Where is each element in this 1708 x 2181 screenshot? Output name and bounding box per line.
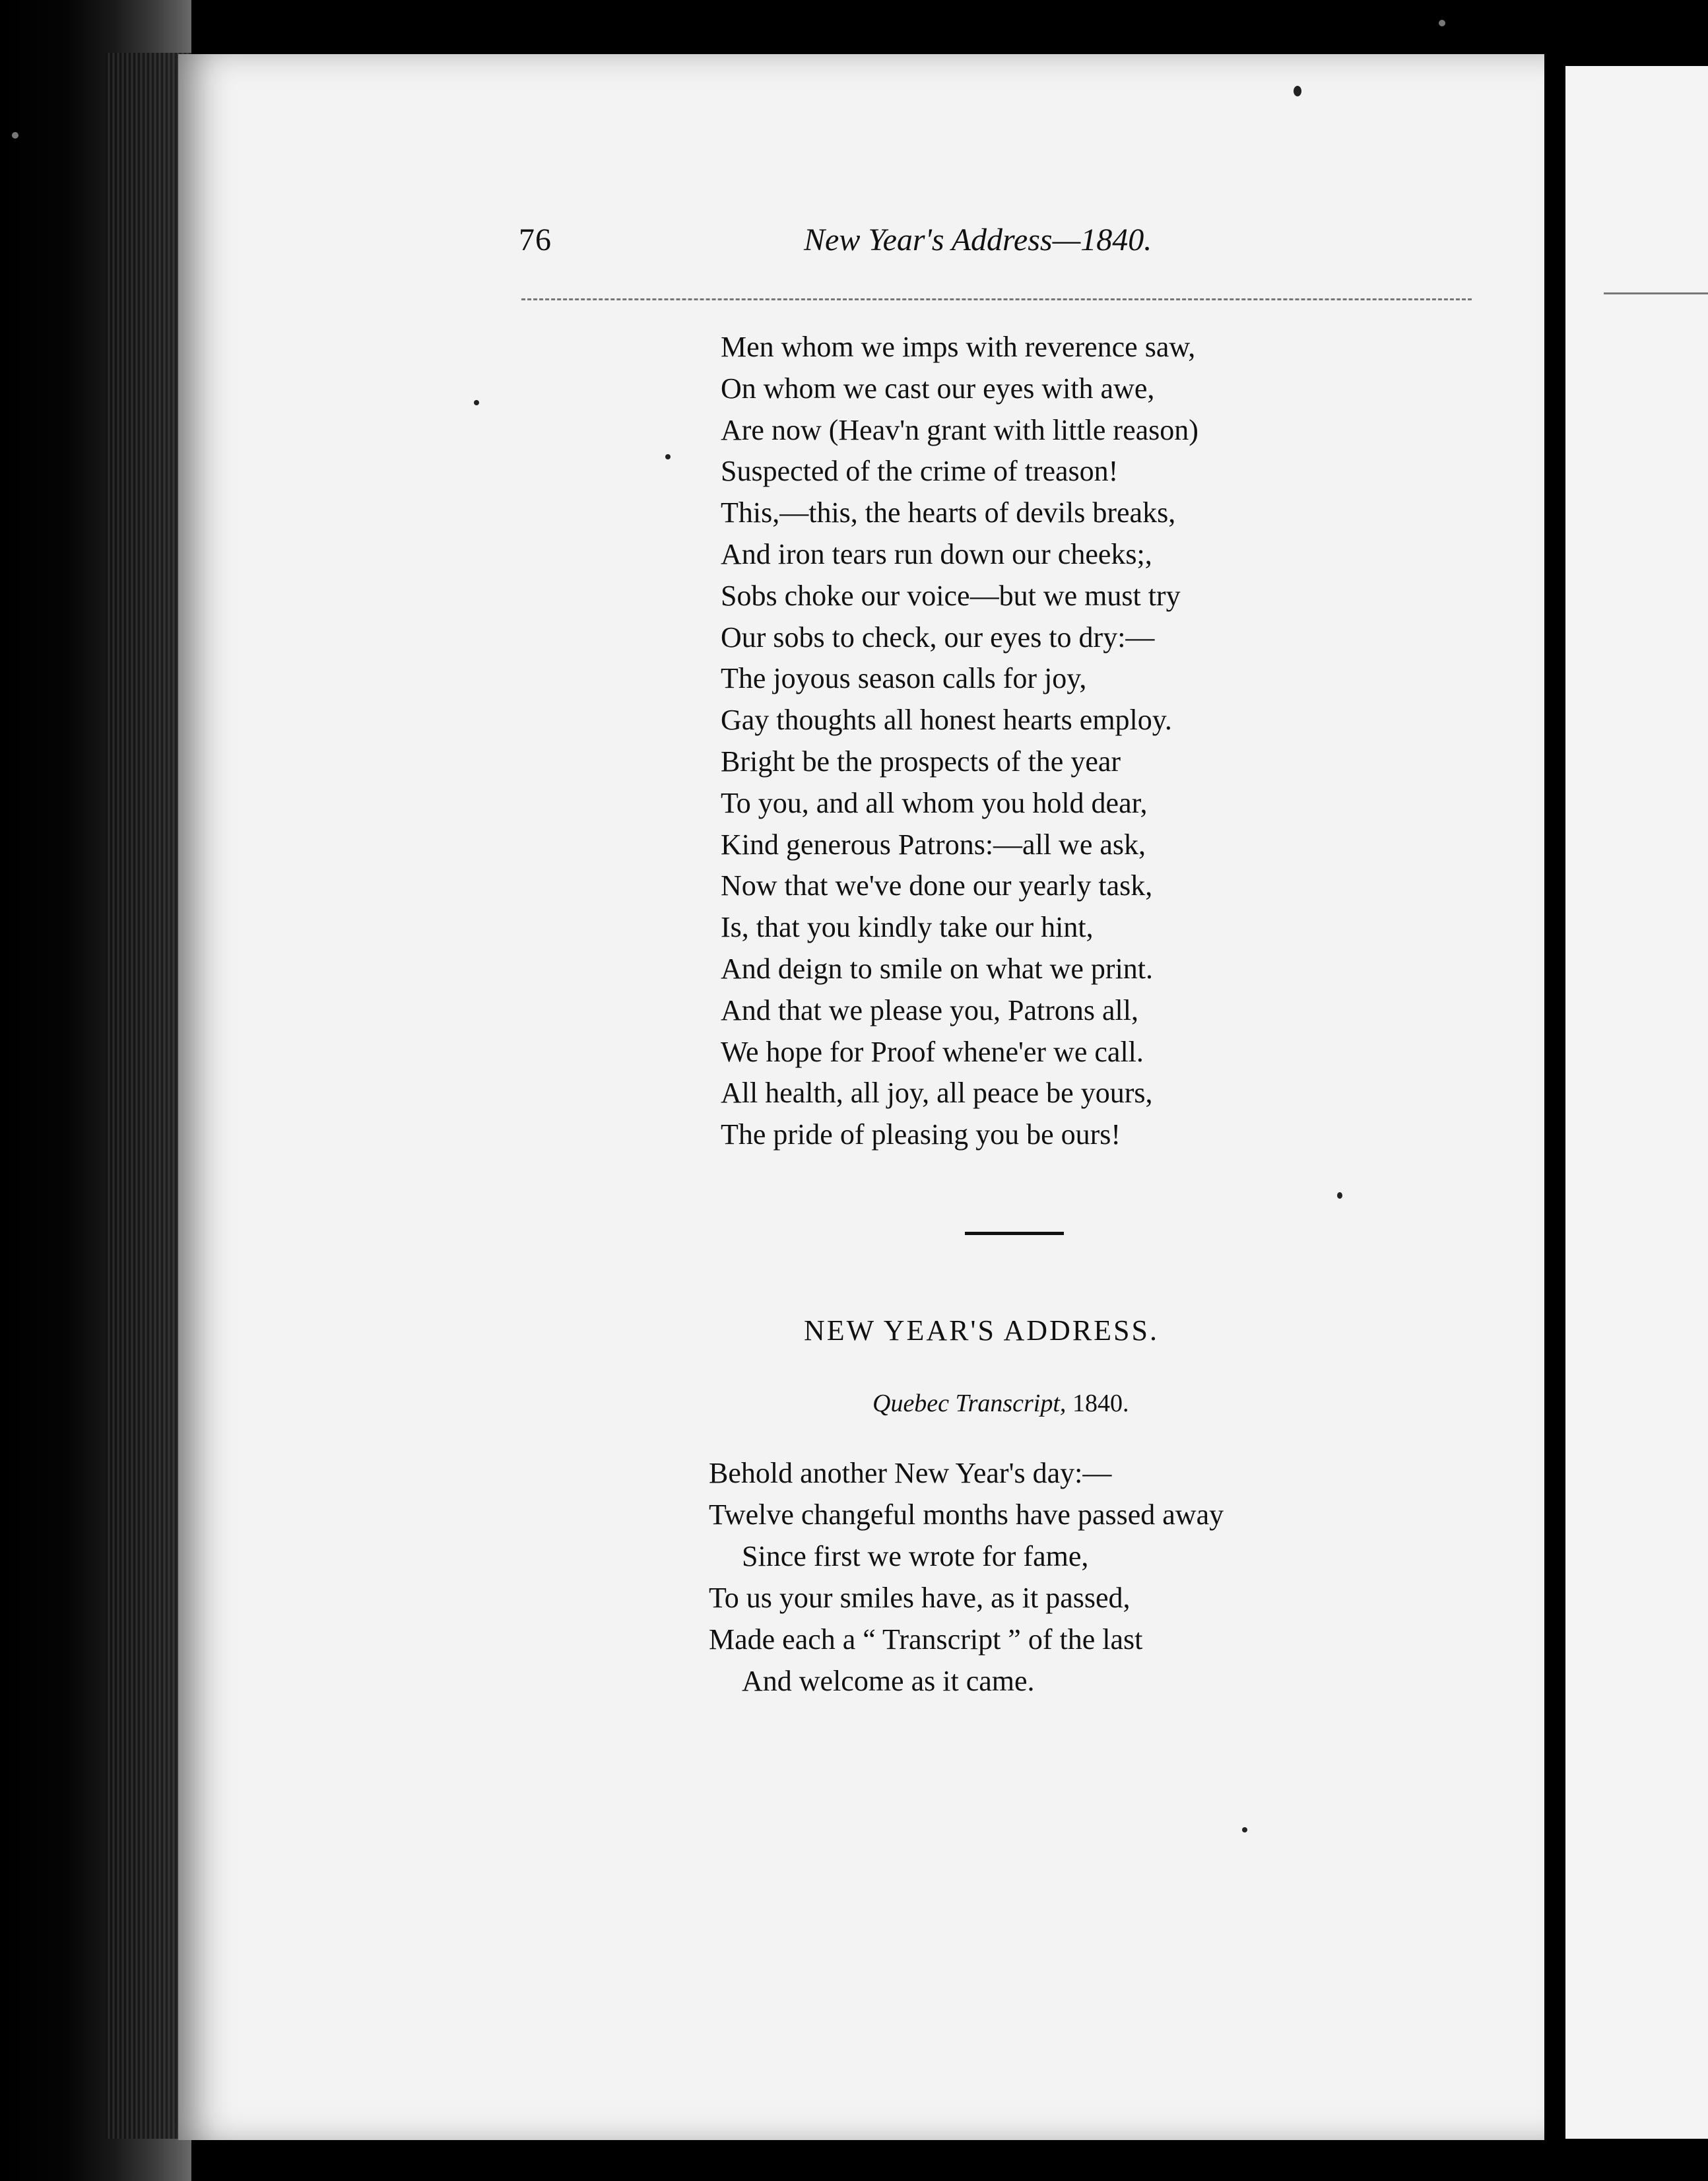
- poem-line: Bright be the prospects of the year: [721, 745, 1121, 778]
- source-year: 1840.: [1066, 1390, 1129, 1417]
- poem-line: Sobs choke our voice—but we must try: [721, 579, 1181, 612]
- poem-continuation: [721, 327, 1199, 1156]
- header-rule: [521, 298, 1472, 300]
- poem-line: Is, that you kindly take our hint,: [721, 911, 1094, 944]
- poem-line: Made each a “ Transcript ” of the last: [709, 1623, 1143, 1656]
- print-speck: [12, 132, 18, 139]
- section-divider: [965, 1232, 1064, 1235]
- page-number: 76: [519, 222, 552, 257]
- running-title: New Year's Address—1840.: [804, 222, 1152, 257]
- print-speck: [1337, 1192, 1342, 1199]
- poem-line: All health, all joy, all peace be yours,: [721, 1077, 1153, 1110]
- print-speck: [1294, 86, 1301, 96]
- section-heading: NEW YEAR'S ADDRESS.: [804, 1314, 1159, 1347]
- poem-new-year: [709, 1452, 1224, 1702]
- facing-page-rule: [1604, 292, 1708, 294]
- poem-line: To us your smiles have, as it passed,: [709, 1582, 1131, 1614]
- section-source: [872, 1389, 1129, 1418]
- source-title: Quebec Transcript,: [872, 1390, 1067, 1417]
- poem-line: Since first we wrote for fame,: [742, 1540, 1089, 1572]
- poem-line: Now that we've done our yearly task,: [721, 869, 1153, 902]
- poem-line: And that we please you, Patrons all,: [721, 993, 1138, 1026]
- print-speck: [1242, 1827, 1247, 1832]
- poem-line: Men whom we imps with reverence saw,: [721, 331, 1196, 363]
- poem-line: And iron tears run down our cheeks;,: [721, 537, 1152, 570]
- poem-line: And deign to smile on what we print.: [721, 952, 1154, 985]
- poem-line: This,—this, the hearts of devils breaks,: [721, 496, 1176, 529]
- facing-page-edge: [1565, 66, 1708, 2139]
- poem-line: Gay thoughts all honest hearts employ.: [721, 704, 1172, 737]
- poem-line: On whom we cast our eyes with awe,: [721, 372, 1155, 405]
- poem-line: Suspected of the crime of treason!: [721, 455, 1119, 488]
- poem-line: Behold another New Year's day:—: [709, 1457, 1112, 1489]
- poem-line: Twelve changeful months have passed away: [709, 1498, 1224, 1531]
- poem-line: Kind generous Patrons:—all we ask,: [721, 828, 1146, 861]
- poem-line: We hope for Proof whene'er we call.: [721, 1035, 1144, 1068]
- poem-line: Are now (Heav'n grant with little reason): [721, 413, 1199, 446]
- poem-line: The pride of pleasing you be ours!: [721, 1118, 1121, 1151]
- print-speck: [474, 400, 479, 405]
- poem-line: And welcome as it came.: [742, 1665, 1035, 1697]
- print-speck: [1439, 20, 1445, 26]
- poem-line: The joyous season calls for joy,: [721, 662, 1087, 695]
- poem-line: To you, and all whom you hold dear,: [721, 786, 1148, 819]
- poem-line: Our sobs to check, our eyes to dry:—: [721, 621, 1155, 654]
- running-head: [0, 222, 1708, 261]
- print-speck: [665, 454, 671, 459]
